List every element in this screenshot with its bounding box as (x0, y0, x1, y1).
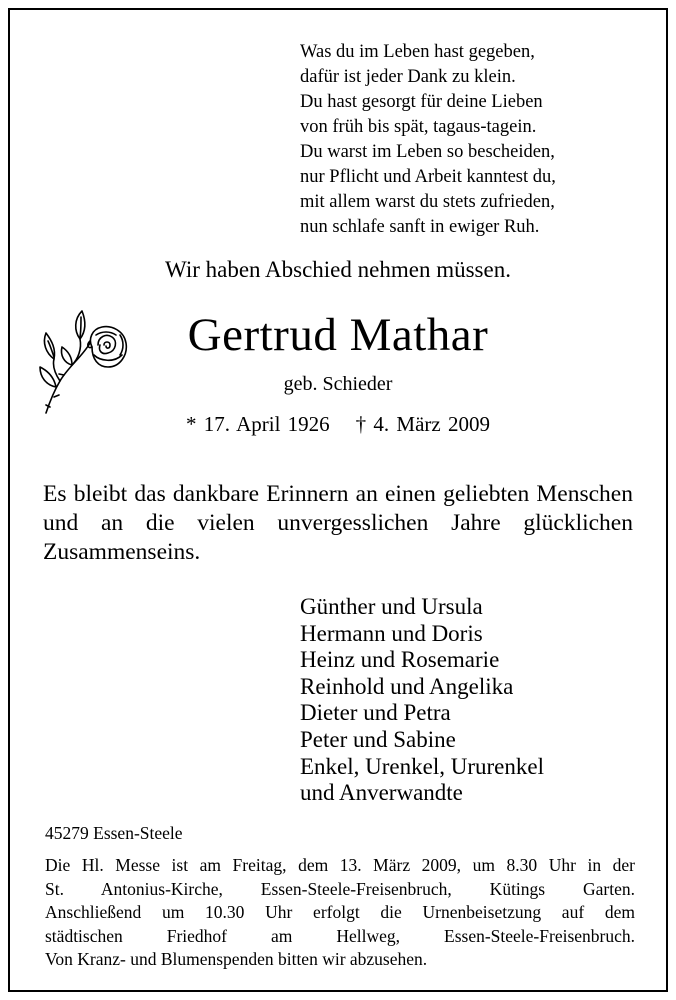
mourner-entry: Enkel, Urenkel, Ururenkel (300, 753, 544, 779)
obituary-notice (8, 8, 668, 992)
mourners-list (300, 594, 544, 807)
mourner-entry: Reinhold und Angelika (300, 673, 514, 699)
poem-line: von früh bis spät, tagaus-tagein. (300, 117, 537, 137)
place-line: 45279 Essen-Steele (45, 823, 183, 843)
memory-text: Es bleibt das dankbare Erinnern an einen geliebten Menschen und an die vielen unvergesslichen Jahre glücklichen Zusammenseins. (43, 481, 633, 565)
mourner-entry: Dieter und Petra (300, 700, 451, 726)
deceased-name: Gertrud Mathar (187, 309, 489, 361)
birth-date: * 17. April 1926 (186, 412, 330, 436)
poem-line: mit allem warst du stets zufrieden, (300, 192, 555, 212)
mourner-entry: Günther und Ursula (300, 594, 483, 619)
poem (300, 40, 556, 240)
poem-line: nur Pflicht und Arbeit kanntest du, (300, 167, 556, 187)
farewell-heading: Wir haben Abschied nehmen müssen. (165, 257, 511, 282)
poem-line: dafür ist jeder Dank zu klein. (300, 67, 516, 87)
poem-line: nun schlafe sanft in ewiger Ruh. (300, 217, 540, 237)
service-line: Von Kranz- und Blumenspenden bitten wir abzusehen. (45, 949, 428, 969)
mourner-entry: Hermann und Doris (300, 620, 483, 646)
poem-line: Was du im Leben hast gegeben, (300, 42, 535, 62)
service-line: Die Hl. Messe ist am Freitag, dem 13. März 2009, um 8.30 Uhr in der (45, 855, 635, 875)
service-line: St. Antonius-Kirche, Essen-Steele-Freisenbruch, Kütings Garten. (45, 878, 635, 899)
service-line: Anschließend um 10.30 Uhr erfolgt die Urnenbeisetzung auf dem (45, 902, 635, 922)
death-date: † 4. März 2009 (355, 412, 490, 436)
mourner-entry: und Anverwandte (300, 780, 463, 806)
service-details (45, 854, 635, 972)
poem-line: Du warst im Leben so bescheiden, (300, 142, 555, 162)
poem-line: Du hast gesorgt für deine Lieben (300, 92, 543, 112)
life-dates (10, 412, 666, 437)
mourner-entry: Heinz und Rosemarie (300, 647, 500, 673)
service-line: städtischen Friedhof am Hellweg, Essen-Steele-Freisenbruch. (45, 925, 635, 946)
maiden-name: geb. Schieder (283, 373, 393, 395)
mourner-entry: Peter und Sabine (300, 726, 456, 752)
